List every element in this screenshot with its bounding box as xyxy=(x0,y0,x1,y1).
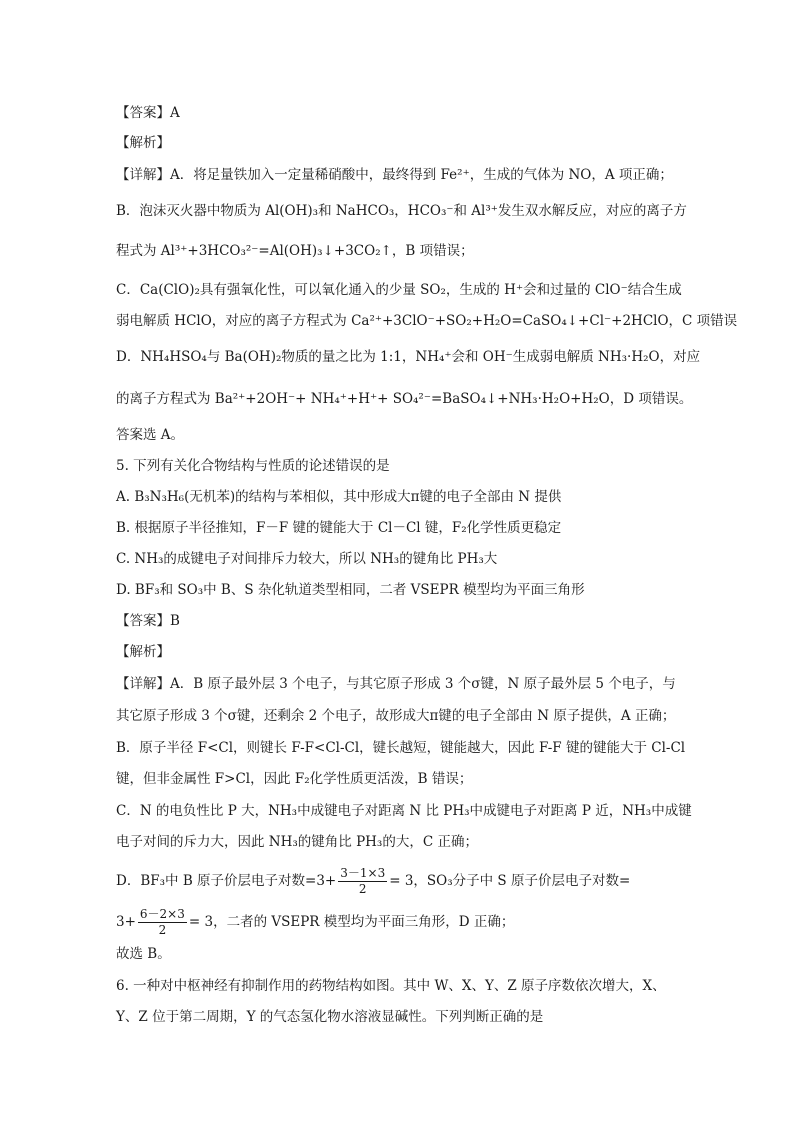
q5-option-a: A. B₃N₃H₆(无机苯)的结构与苯相似，其中形成大π键的电子全部由 N 提供 xyxy=(116,489,562,505)
q5-detail-d-line1 xyxy=(116,866,686,897)
q5-option-d: D. BF₃和 SO₃中 B、S 杂化轨道类型相同，二者 VSEPR 模型均为平面三角形 xyxy=(116,582,585,598)
q5-d1-denominator: 2 xyxy=(358,882,367,896)
q5-d1-prefix: D．BF₃中 B 原子价层电子对数=3+ xyxy=(116,873,337,889)
q4-option-d-line1: D．NH₄HSO₄与 Ba(OH)₂物质的量之比为 1:1，NH₄⁺会和 OH⁻生成弱电解质 NH₃·H₂O，对应 xyxy=(116,349,701,365)
q5-analysis-title: 【解析】 xyxy=(116,644,170,660)
q5-detail-b-line1: B．原子半径 F<Cl，则键长 F-F<Cl-Cl，键长越短，键能越大，因此 F-F 键的键能大于 Cl-Cl xyxy=(116,740,686,756)
q5-d2-fraction xyxy=(138,907,187,938)
q4-detail-a: 【详解】A．将足量铁加入一定量稀硝酸中，最终得到 Fe²⁺，生成的气体为 NO，A 项正确； xyxy=(116,167,673,183)
q5-d2-denominator: 2 xyxy=(158,923,167,937)
q5-d2-suffix: = 3，二者的 VSEPR 模型均为平面三角形，D 正确； xyxy=(188,914,515,930)
q4-option-c-line1: C．Ca(ClO)₂具有强氧化性，可以氧化通入的少量 SO₂，生成的 H⁺会和过量的 ClO⁻结合生成 xyxy=(116,282,682,298)
q5-option-b: B. 根据原子半径推知，F－F 键的键能大于 Cl－Cl 键，F₂化学性质更稳定 xyxy=(116,520,562,536)
q4-option-b-line2: 程式为 Al³⁺+3HCO₃²⁻=Al(OH)₃↓+3CO₂↑，B 项错误； xyxy=(116,243,474,259)
q5-detail-b-line2: 键，但非金属性 F>Cl，因此 F₂化学性质更活泼，B 错误； xyxy=(116,771,473,787)
q5-conclusion: 故选 B。 xyxy=(116,946,171,962)
q5-answer: 【答案】B xyxy=(116,613,180,629)
q4-option-b-line1: B．泡沫灭火器中物质为 Al(OH)₃和 NaHCO₃，HCO₃⁻和 Al³⁺发生双水解反应，对应的离子方 xyxy=(116,203,687,219)
q5-detail-a-line2: 其它原子形成 3 个σ键，还剩余 2 个电子，故形成大π键的电子全部由 N 原子提供，A 正确； xyxy=(116,708,676,724)
q6-stem-line2: Y、Z 位于第二周期，Y 的气态氢化物水溶液显碱性。下列判断正确的是 xyxy=(116,1009,544,1025)
q4-answer: 【答案】A xyxy=(116,105,180,121)
q5-stem: 5. 下列有关化合物结构与性质的论述错误的是 xyxy=(116,458,390,474)
q6-stem-line1: 6. 一种对中枢神经有抑制作用的药物结构如图。其中 W、X、Y、Z 原子序数依次增大，X、 xyxy=(116,978,666,994)
q5-d1-numerator: 3－1×3 xyxy=(340,866,386,880)
q5-d1-suffix: = 3，SO₃分子中 S 原子价层电子对数= xyxy=(389,873,631,889)
q5-detail-c-line1: C．N 的电负性比 P 大，NH₃中成键电子对距离 N 比 PH₃中成键电子对距离 P 近，NH₃中成键 xyxy=(116,803,692,819)
q4-analysis-title: 【解析】 xyxy=(116,135,170,151)
q5-d2-prefix: 3+ xyxy=(116,914,136,930)
q5-d2-numerator: 6－2×3 xyxy=(139,907,185,921)
q4-option-c-line2: 弱电解质 HClO，对应的离子方程式为 Ca²⁺+3ClO⁻+SO₂+H₂O=CaSO₄↓+Cl⁻+2HClO，C 项错误 xyxy=(116,313,738,329)
q4-conclusion: 答案选 A。 xyxy=(116,427,185,443)
q5-detail-d-line2 xyxy=(116,907,686,938)
q5-d1-fraction xyxy=(338,866,387,897)
q5-detail-c-line2: 电子对间的斥力大，因此 NH₃的键角比 PH₃的大，C 正确； xyxy=(116,834,478,850)
q4-option-d-line2: 的离子方程式为 Ba²⁺+2OH⁻+ NH₄⁺+H⁺+ SO₄²⁻=BaSO₄↓+NH₃·H₂O+H₂O，D 项错误。 xyxy=(116,391,693,407)
q5-option-c: C. NH₃的成键电子对间排斥力较大，所以 NH₃的键角比 PH₃大 xyxy=(116,551,498,567)
q5-detail-a-line1: 【详解】A．B 原子最外层 3 个电子，与其它原子形成 3 个σ键，N 原子最外层 5 个电子，与 xyxy=(116,676,676,692)
